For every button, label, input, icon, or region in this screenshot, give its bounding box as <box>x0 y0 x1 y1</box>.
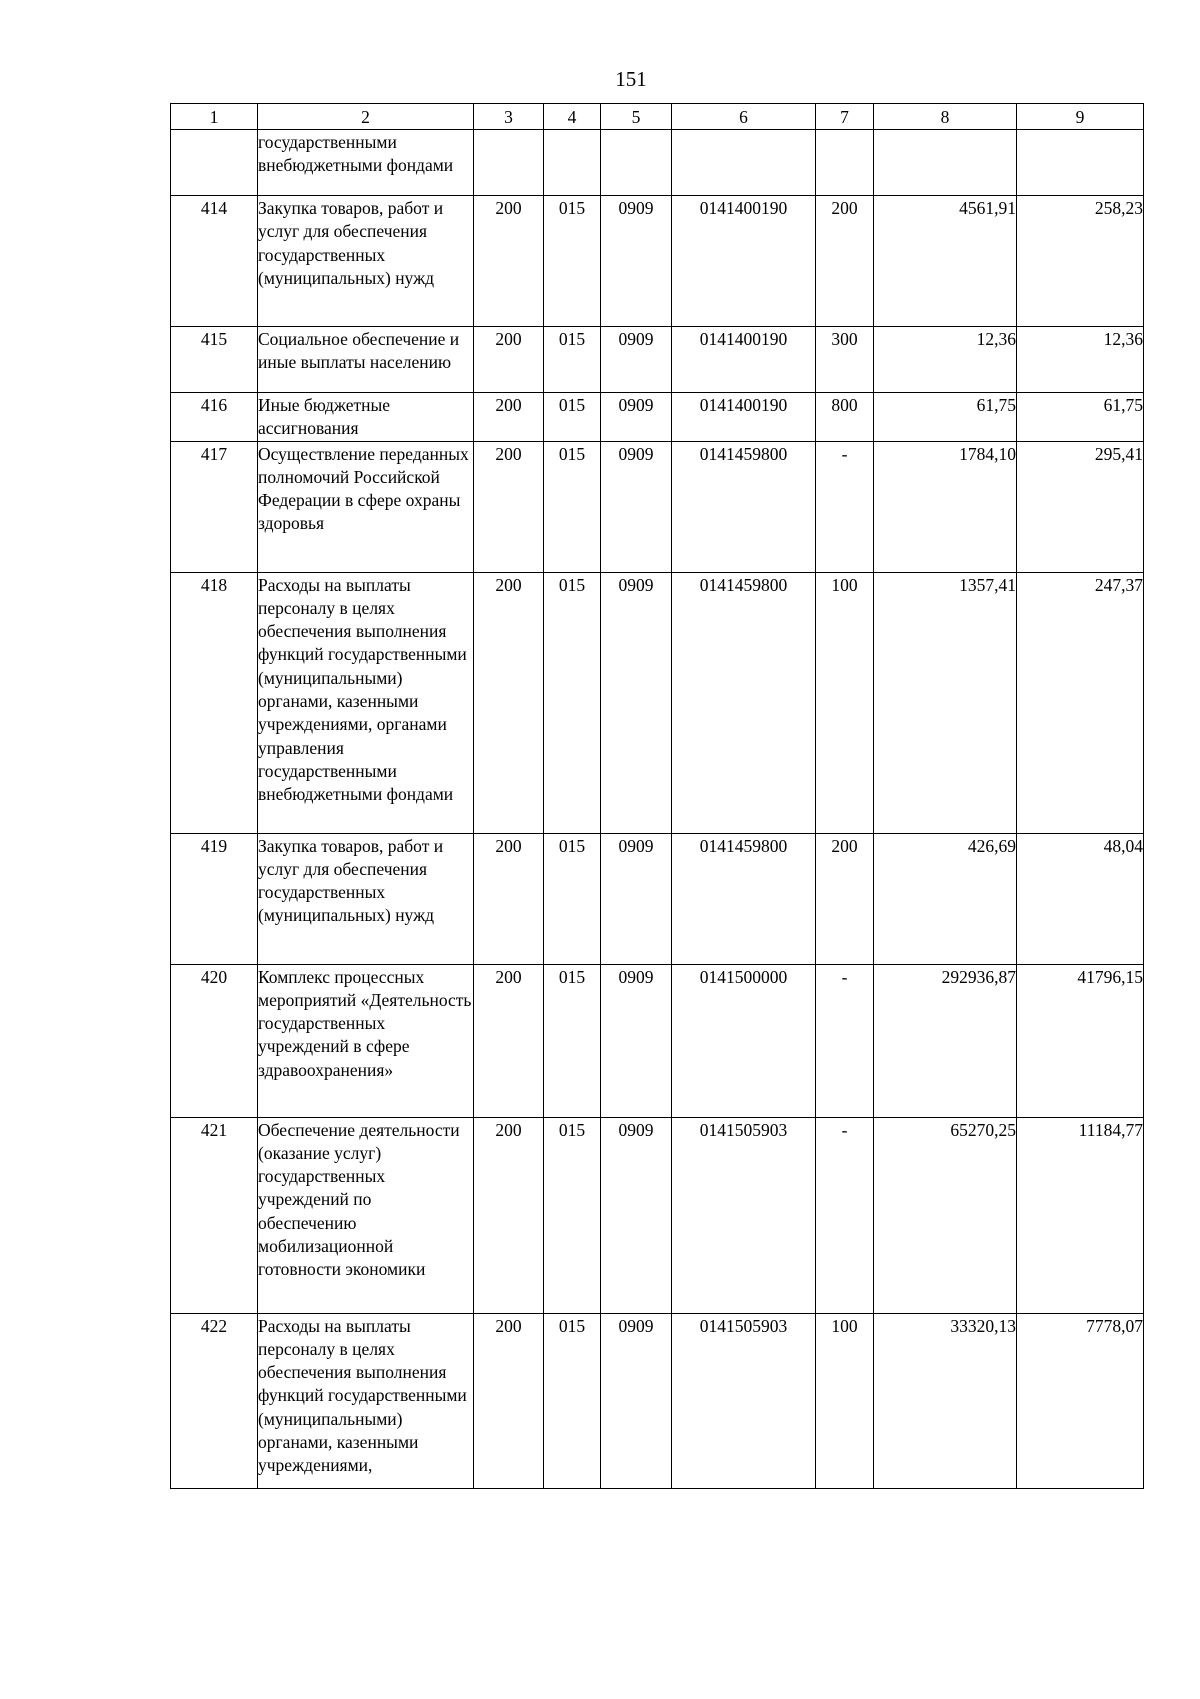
column-4-cell: 015 <box>544 393 601 442</box>
target-code-cell: 0141400190 <box>672 196 816 327</box>
column-3-cell: 200 <box>474 327 544 393</box>
row-number-cell: 421 <box>171 1117 258 1313</box>
column-header: 9 <box>1017 104 1144 130</box>
amount-col9-cell: 12,36 <box>1017 327 1144 393</box>
row-name-cell: Обеспечение деятельности (оказание услуг) государственных учреждений по обеспечению мобилизационной готовности экономики <box>258 1117 474 1313</box>
table-body <box>171 130 1144 1489</box>
page-number: 151 <box>615 67 647 91</box>
amount-col9-cell: 61,75 <box>1017 393 1144 442</box>
column-5-cell: 0909 <box>601 196 672 327</box>
column-3-cell: 200 <box>474 964 544 1117</box>
column-5-cell: 0909 <box>601 833 672 964</box>
amount-col8-cell: 61,75 <box>874 393 1017 442</box>
target-code-cell: 0141459800 <box>672 441 816 572</box>
target-code-cell <box>672 130 816 196</box>
header-row <box>171 104 1144 130</box>
expense-type-cell: 100 <box>816 1313 874 1488</box>
table-row <box>171 1117 1144 1313</box>
row-number-cell: 414 <box>171 196 258 327</box>
table-row <box>171 964 1144 1117</box>
amount-col8-cell: 426,69 <box>874 833 1017 964</box>
column-5-cell: 0909 <box>601 964 672 1117</box>
row-number-cell: 422 <box>171 1313 258 1488</box>
expense-type-cell <box>816 130 874 196</box>
column-5-cell: 0909 <box>601 1313 672 1488</box>
column-4-cell <box>544 130 601 196</box>
table-row <box>171 833 1144 964</box>
table-row <box>171 572 1144 833</box>
table-row <box>171 130 1144 196</box>
column-header: 8 <box>874 104 1017 130</box>
amount-col9-cell <box>1017 130 1144 196</box>
amount-col8-cell: 65270,25 <box>874 1117 1017 1313</box>
table-row <box>171 327 1144 393</box>
table-row <box>171 196 1144 327</box>
target-code-cell: 0141459800 <box>672 572 816 833</box>
row-name-cell: Осуществление переданных полномочий Российской Федерации в сфере охраны здоровья <box>258 441 474 572</box>
column-5-cell: 0909 <box>601 1117 672 1313</box>
column-4-cell: 015 <box>544 327 601 393</box>
table-row <box>171 1313 1144 1488</box>
row-number-cell <box>171 130 258 196</box>
amount-col9-cell: 41796,15 <box>1017 964 1144 1117</box>
amount-col8-cell: 33320,13 <box>874 1313 1017 1488</box>
amount-col9-cell: 295,41 <box>1017 441 1144 572</box>
column-5-cell: 0909 <box>601 441 672 572</box>
column-header: 6 <box>672 104 816 130</box>
target-code-cell: 0141400190 <box>672 327 816 393</box>
column-5-cell <box>601 130 672 196</box>
row-number-cell: 419 <box>171 833 258 964</box>
target-code-cell: 0141500000 <box>672 964 816 1117</box>
column-4-cell: 015 <box>544 572 601 833</box>
target-code-cell: 0141459800 <box>672 833 816 964</box>
amount-col9-cell: 7778,07 <box>1017 1313 1144 1488</box>
column-5-cell: 0909 <box>601 327 672 393</box>
expense-type-cell: 800 <box>816 393 874 442</box>
amount-col9-cell: 247,37 <box>1017 572 1144 833</box>
row-name-cell: Иные бюджетные ассигнования <box>258 393 474 442</box>
expense-type-cell: 200 <box>816 196 874 327</box>
amount-col9-cell: 11184,77 <box>1017 1117 1144 1313</box>
column-header: 4 <box>544 104 601 130</box>
amount-col8-cell: 12,36 <box>874 327 1017 393</box>
column-4-cell: 015 <box>544 441 601 572</box>
column-4-cell: 015 <box>544 964 601 1117</box>
target-code-cell: 0141400190 <box>672 393 816 442</box>
row-name-cell: Комплекс процессных мероприятий «Деятельность государственных учреждений в сфере здравоохранения» <box>258 964 474 1117</box>
target-code-cell: 0141505903 <box>672 1117 816 1313</box>
row-number-cell: 420 <box>171 964 258 1117</box>
column-5-cell: 0909 <box>601 572 672 833</box>
expense-type-cell: - <box>816 1117 874 1313</box>
column-3-cell <box>474 130 544 196</box>
amount-col9-cell: 258,23 <box>1017 196 1144 327</box>
table-row <box>171 393 1144 442</box>
row-number-cell: 418 <box>171 572 258 833</box>
column-3-cell: 200 <box>474 196 544 327</box>
row-number-cell: 417 <box>171 441 258 572</box>
column-header: 5 <box>601 104 672 130</box>
column-3-cell: 200 <box>474 1117 544 1313</box>
amount-col9-cell: 48,04 <box>1017 833 1144 964</box>
amount-col8-cell: 1357,41 <box>874 572 1017 833</box>
row-name-cell: Социальное обеспечение и иные выплаты населению <box>258 327 474 393</box>
row-name-cell: Расходы на выплаты персоналу в целях обеспечения выполнения функций государственными (муниципальными) органами, казенными учреждениями, органами управления государственными внебюджетными фондами <box>258 572 474 833</box>
expense-type-cell: - <box>816 441 874 572</box>
column-3-cell: 200 <box>474 1313 544 1488</box>
row-name-cell: Закупка товаров, работ и услуг для обеспечения государственных (муниципальных) нужд <box>258 196 474 327</box>
expense-type-cell: - <box>816 964 874 1117</box>
column-3-cell: 200 <box>474 441 544 572</box>
table-row <box>171 441 1144 572</box>
expense-type-cell: 300 <box>816 327 874 393</box>
target-code-cell: 0141505903 <box>672 1313 816 1488</box>
column-header: 1 <box>171 104 258 130</box>
column-3-cell: 200 <box>474 572 544 833</box>
column-3-cell: 200 <box>474 833 544 964</box>
row-name-cell: Расходы на выплаты персоналу в целях обеспечения выполнения функций государственными (муниципальными) органами, казенными учреждениями, <box>258 1313 474 1488</box>
row-name-cell: Закупка товаров, работ и услуг для обеспечения государственных (муниципальных) нужд <box>258 833 474 964</box>
column-4-cell: 015 <box>544 1117 601 1313</box>
column-3-cell: 200 <box>474 393 544 442</box>
column-5-cell: 0909 <box>601 393 672 442</box>
budget-table <box>170 103 1144 1489</box>
amount-col8-cell <box>874 130 1017 196</box>
amount-col8-cell: 292936,87 <box>874 964 1017 1117</box>
amount-col8-cell: 1784,10 <box>874 441 1017 572</box>
column-4-cell: 015 <box>544 196 601 327</box>
column-4-cell: 015 <box>544 833 601 964</box>
row-number-cell: 415 <box>171 327 258 393</box>
expense-type-cell: 100 <box>816 572 874 833</box>
row-number-cell: 416 <box>171 393 258 442</box>
row-name-cell: государственными внебюджетными фондами <box>258 130 474 196</box>
column-header: 2 <box>258 104 474 130</box>
column-header: 3 <box>474 104 544 130</box>
amount-col8-cell: 4561,91 <box>874 196 1017 327</box>
column-header: 7 <box>816 104 874 130</box>
expense-type-cell: 200 <box>816 833 874 964</box>
column-4-cell: 015 <box>544 1313 601 1488</box>
